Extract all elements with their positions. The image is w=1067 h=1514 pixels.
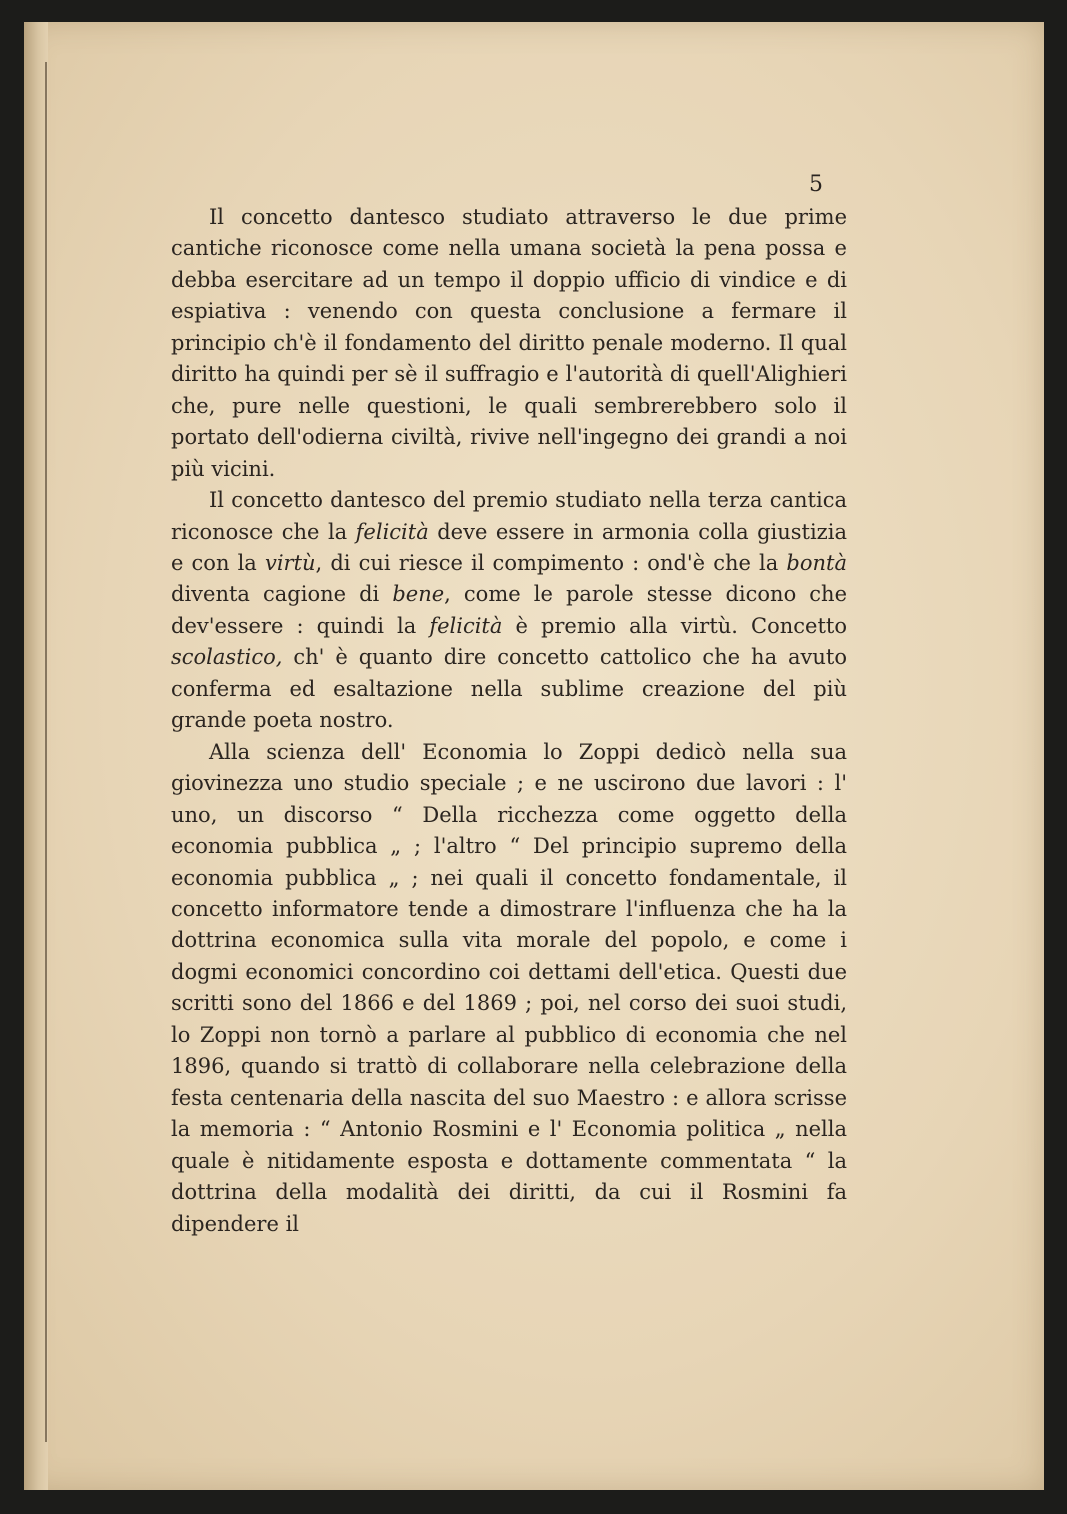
italic-text: felicità bbox=[355, 519, 429, 544]
text-run: Alla scienza dell' Economia lo Zoppi dedicò nella sua giovinezza uno studio speciale ; e ne uscirono due lavori : l' uno, un discorso “ Della ricchezza come oggetto della economia pubblica „ ; l'altro “ Del principio supremo della economia pubblica „ ; nei quali il concetto fondamentale, il concetto informatore tende a dimostrare l'influenza che ha la dottrina economica sulla vita morale del popolo, e come i dogmi economici concordino coi dettami dell'etica. Questi due scritti sono del 1866 e del 1869 ; poi, nel corso dei suoi studi, lo Zoppi non tornò a parlare al pubblico di economia che nel 1896, quando si trattò di collaborare nella celebrazione della festa centenaria della nascita del suo Maestro : e allora scrisse la memoria : “ Antonio Rosmini e l' Economia politica „ nella quale è nitidamente esposta e dottamente commentata “ la dottrina della modalità dei diritti, da cui il Rosmini fa dipendere il bbox=[171, 739, 847, 1236]
text-run: diventa cagione di bbox=[171, 582, 393, 607]
italic-text: bene bbox=[392, 582, 445, 607]
text-run: deve essere in armonia colla giustizia e con la bbox=[171, 519, 847, 575]
text-run: Il concetto dantesco studiato attraverso le due prime cantiche riconosce come nella umana società la pena possa e debba esercitare ad un tempo il doppio ufficio di vindice e di espiativa : venendo con questa conclusione a fermare il principio ch'è il fondamento del diritto penale moderno. Il qual diritto ha quindi per sè il suffragio e l'autorità di quell'Alighieri che, pure nelle questioni, le quali sembrerebbero solo il portato dell'odierna civiltà, rivive nell'ingegno dei grandi a noi più vicini. bbox=[171, 205, 847, 481]
italic-text: scolastico, bbox=[171, 645, 283, 670]
page-number: 5 bbox=[809, 172, 823, 197]
paragraph bbox=[171, 202, 847, 485]
text-run: Il concetto dantesco del premio studiato nella terza cantica riconosce che la bbox=[171, 488, 847, 544]
text-run: è premio alla virtù. Concetto bbox=[502, 613, 847, 638]
body-text bbox=[171, 202, 847, 1240]
text-run: , di cui riesce il compimento : ond'è che la bbox=[315, 550, 787, 575]
paragraph bbox=[171, 485, 847, 737]
text-run: ch' è quanto dire concetto cattolico che ha avuto conferma ed esaltazione nella sublime creazione del più grande poeta nostro. bbox=[171, 645, 847, 733]
italic-text: virtù bbox=[264, 550, 316, 575]
italic-text: felicità bbox=[429, 613, 503, 638]
text-run: , come le parole stesse dicono che dev'essere : quindi la bbox=[171, 582, 848, 638]
book-page bbox=[24, 22, 1044, 1490]
binding-edge bbox=[45, 62, 47, 1442]
italic-text: bontà bbox=[786, 550, 847, 575]
paragraph bbox=[171, 737, 847, 1240]
